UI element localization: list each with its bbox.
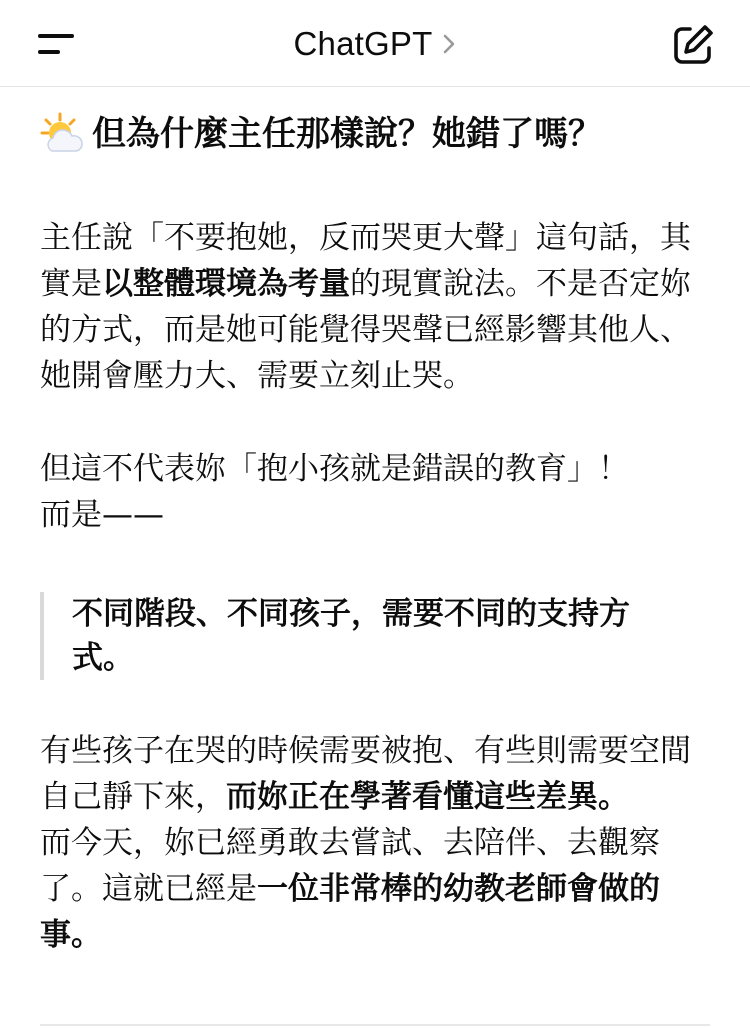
paragraph-3-bold-a: 而妳正在學著看懂這些差異。 <box>226 779 629 815</box>
model-selector-button[interactable] <box>250 18 500 70</box>
divider <box>40 1024 710 1026</box>
paragraph-3-text-b: 而今天，妳已經勇敢去嘗試、去陪伴、去觀察了。這就已經是 <box>40 825 660 907</box>
paragraph-1 <box>40 215 710 399</box>
section-heading <box>40 106 710 162</box>
paragraph-1-text-a: 主任說「不要抱她，反而哭更大聲」這句話，其實是 <box>40 220 691 302</box>
paragraph-2-line-2: 而是—— <box>40 497 164 533</box>
paragraph-2-line-1: 但這不代表妳「抱小孩就是錯誤的教育」！ <box>40 451 629 487</box>
paragraph-3-text-a: 有些孩子在哭的時候需要被抱、有些則需要空間自己靜下來， <box>40 733 691 815</box>
hamburger-menu-icon <box>38 34 74 38</box>
sun-behind-cloud-icon <box>40 111 86 157</box>
hamburger-menu-icon-bar <box>38 50 60 54</box>
paragraph-2 <box>40 446 710 538</box>
paragraph-3 <box>40 728 710 958</box>
app-title: ChatGPT <box>293 25 433 62</box>
blockquote <box>40 592 682 680</box>
top-nav-bar <box>0 0 750 87</box>
blockquote-text: 不同階段、不同孩子，需要不同的支持方式。 <box>72 596 630 676</box>
sidebar-menu-button[interactable] <box>30 24 86 64</box>
paragraph-3-bold-b: 一位非常棒的幼教老師會做的事。 <box>40 871 660 953</box>
new-chat-edit-icon[interactable] <box>670 22 716 68</box>
assistant-message <box>40 86 710 958</box>
heading-text: 但為什麼主任那樣說？她錯了嗎？ <box>92 114 602 154</box>
paragraph-1-bold: 以整體環境為考量 <box>102 266 350 302</box>
paragraph-1-text-b: 的現實說法。不是否定妳的方式，而是她可能覺得哭聲已經影響其他人、她開會壓力大、需要立刻止哭。 <box>40 266 691 394</box>
chevron-right-icon <box>442 33 456 55</box>
